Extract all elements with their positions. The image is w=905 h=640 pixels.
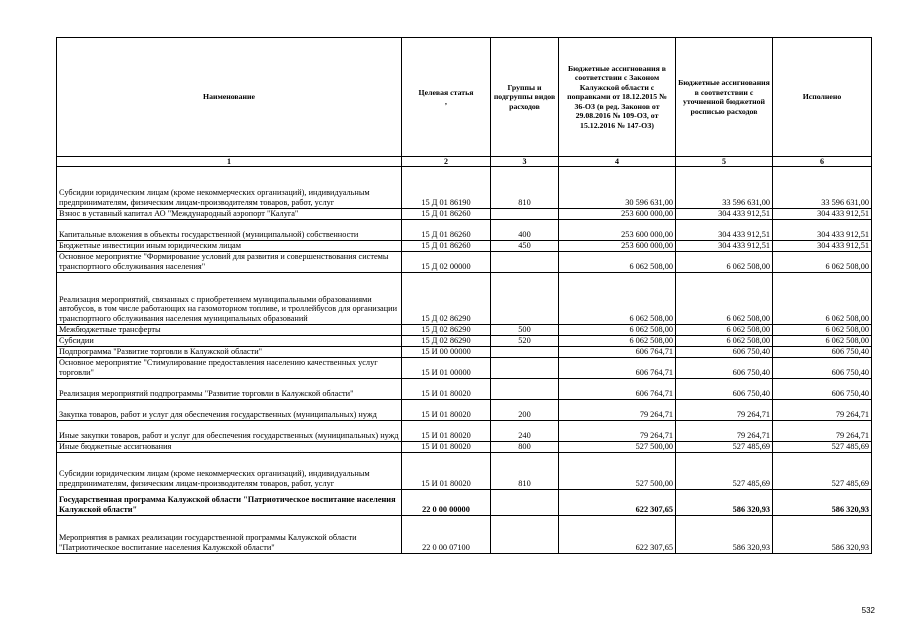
- row-executed: 6 062 508,00: [773, 336, 872, 347]
- row-name: Реализация мероприятий, связанных с приобретением муниципальными образованиями автобусов, в том числе работающих на газомоторном топливе, и троллейбусов для организации транспортного обслуживания населения муниципальных образований: [57, 273, 402, 325]
- row-name: Закупка товаров, работ и услуг для обеспечения государственных (муниципальных) нужд: [57, 400, 402, 421]
- row-group-code: 810: [491, 453, 559, 490]
- table-row: [57, 490, 872, 516]
- table-row: [57, 442, 872, 453]
- row-budget-law: 6 062 508,00: [559, 273, 676, 325]
- row-budget-refined: 586 320,93: [676, 516, 773, 554]
- row-budget-law: 527 500,00: [559, 453, 676, 490]
- row-target-code: 15 И 00 00000: [402, 347, 491, 358]
- row-executed: 527 485,69: [773, 442, 872, 453]
- row-target-code: 15 И 01 80020: [402, 442, 491, 453]
- header-target-mark: ,: [445, 97, 447, 106]
- row-name: Субсидии: [57, 336, 402, 347]
- row-budget-law: 253 600 000,00: [559, 241, 676, 252]
- row-budget-refined: 606 750,40: [676, 379, 773, 400]
- table-row: [57, 347, 872, 358]
- row-executed: 6 062 508,00: [773, 273, 872, 325]
- row-target-code: 15 Д 02 86290: [402, 325, 491, 336]
- row-target-code: 15 Д 01 86260: [402, 241, 491, 252]
- row-executed: 79 264,71: [773, 421, 872, 442]
- row-budget-law: 6 062 508,00: [559, 336, 676, 347]
- row-target-code: 15 Д 02 86290: [402, 273, 491, 325]
- table-row: [57, 379, 872, 400]
- row-name: Капитальные вложения в объекты государственной (муниципальной) собственности: [57, 220, 402, 241]
- row-budget-law: 6 062 508,00: [559, 325, 676, 336]
- row-executed: 79 264,71: [773, 400, 872, 421]
- row-executed: 586 320,93: [773, 516, 872, 554]
- header-budget-law: Бюджетные ассигнования в соответствии с Законом Калужской области с поправками от 18.12.2015 № 36-ОЗ (в ред. Законов от 29.08.2016 № 109-ОЗ, от 15.12.2016 № 147-ОЗ): [559, 38, 676, 157]
- row-group-code: [491, 273, 559, 325]
- row-budget-refined: 6 062 508,00: [676, 252, 773, 273]
- row-executed: 304 433 912,51: [773, 220, 872, 241]
- row-executed: 6 062 508,00: [773, 252, 872, 273]
- row-target-code: 22 0 00 00000: [402, 490, 491, 516]
- row-budget-refined: 79 264,71: [676, 400, 773, 421]
- row-executed: 6 062 508,00: [773, 325, 872, 336]
- column-number: 6: [773, 157, 872, 167]
- row-target-code: 15 Д 02 86290: [402, 336, 491, 347]
- table-row: [57, 516, 872, 554]
- row-budget-refined: 304 433 912,51: [676, 209, 773, 220]
- row-executed: 527 485,69: [773, 453, 872, 490]
- row-budget-law: 622 307,65: [559, 490, 676, 516]
- row-name: Субсидии юридическим лицам (кроме некоммерческих организаций), индивидуальным предпринимателям, физическим лицам-производителям товаров, работ, услуг: [57, 167, 402, 209]
- row-name: Бюджетные инвестиции иным юридическим лицам: [57, 241, 402, 252]
- row-group-code: [491, 516, 559, 554]
- row-name: Подпрограмма "Развитие торговли в Калужской области": [57, 347, 402, 358]
- row-target-code: 15 Д 02 00000: [402, 252, 491, 273]
- row-name: Государственная программа Калужской области "Патриотическое воспитание населения Калужской области": [57, 490, 402, 516]
- row-budget-law: 6 062 508,00: [559, 252, 676, 273]
- row-executed: 304 433 912,51: [773, 241, 872, 252]
- row-executed: 606 750,40: [773, 379, 872, 400]
- row-budget-refined: 586 320,93: [676, 490, 773, 516]
- row-target-code: 15 Д 01 86260: [402, 220, 491, 241]
- row-group-code: 810: [491, 167, 559, 209]
- table-row: [57, 241, 872, 252]
- row-target-code: 15 И 01 00000: [402, 358, 491, 379]
- row-budget-refined: 606 750,40: [676, 358, 773, 379]
- row-group-code: [491, 379, 559, 400]
- table-row: [57, 358, 872, 379]
- table-row: [57, 325, 872, 336]
- row-group-code: 520: [491, 336, 559, 347]
- row-group-code: 240: [491, 421, 559, 442]
- row-target-code: 15 И 01 80020: [402, 400, 491, 421]
- row-budget-refined: 6 062 508,00: [676, 273, 773, 325]
- row-budget-refined: 6 062 508,00: [676, 336, 773, 347]
- row-budget-refined: 527 485,69: [676, 442, 773, 453]
- row-budget-law: 606 764,71: [559, 379, 676, 400]
- header-groups: Группы и подгруппы видов расходов: [491, 38, 559, 157]
- header-budget-refined: Бюджетные ассигнования в соответствии с уточненной бюджетной росписью расходов: [676, 38, 773, 157]
- row-budget-law: 79 264,71: [559, 421, 676, 442]
- row-executed: 586 320,93: [773, 490, 872, 516]
- header-executed: Исполнено: [773, 38, 872, 157]
- table-row: [57, 400, 872, 421]
- budget-table: [56, 37, 872, 554]
- header-row: [57, 38, 872, 157]
- column-number: 3: [491, 157, 559, 167]
- row-name: Иные бюджетные ассигнования: [57, 442, 402, 453]
- row-budget-law: 527 500,00: [559, 442, 676, 453]
- row-group-code: 200: [491, 400, 559, 421]
- table-row: [57, 453, 872, 490]
- table-row: [57, 167, 872, 209]
- row-budget-refined: 304 433 912,51: [676, 220, 773, 241]
- row-budget-law: 606 764,71: [559, 347, 676, 358]
- row-name: Мероприятия в рамках реализации государственной программы Калужской области "Патриотическое воспитание населения Калужской области": [57, 516, 402, 554]
- row-budget-law: 253 600 000,00: [559, 220, 676, 241]
- row-group-code: [491, 358, 559, 379]
- column-number: 4: [559, 157, 676, 167]
- row-target-code: 15 Д 01 86190: [402, 167, 491, 209]
- header-target: [402, 38, 491, 157]
- row-target-code: 15 И 01 80020: [402, 379, 491, 400]
- row-group-code: [491, 252, 559, 273]
- header-name: Наименование: [57, 38, 402, 157]
- row-name: Основное мероприятие "Формирование условий для развития и совершенствования системы транспортного обслуживания населения": [57, 252, 402, 273]
- row-executed: 606 750,40: [773, 358, 872, 379]
- table-row: [57, 220, 872, 241]
- row-name: Основное мероприятие "Стимулирование предоставления населению качественных услуг торговли": [57, 358, 402, 379]
- row-budget-refined: 527 485,69: [676, 453, 773, 490]
- row-budget-law: 622 307,65: [559, 516, 676, 554]
- table-row: [57, 336, 872, 347]
- row-target-code: 15 Д 01 86260: [402, 209, 491, 220]
- row-name: Межбюджетные трансферты: [57, 325, 402, 336]
- column-number: 5: [676, 157, 773, 167]
- row-budget-law: 30 596 631,00: [559, 167, 676, 209]
- row-name: Реализация мероприятий подпрограммы "Развитие торговли в Калужской области": [57, 379, 402, 400]
- row-budget-refined: 79 264,71: [676, 421, 773, 442]
- table-row: [57, 273, 872, 325]
- row-group-code: 400: [491, 220, 559, 241]
- row-name: Взнос в уставный капитал АО "Международный аэропорт "Калуга": [57, 209, 402, 220]
- row-group-code: [491, 490, 559, 516]
- row-group-code: 500: [491, 325, 559, 336]
- row-budget-refined: 304 433 912,51: [676, 241, 773, 252]
- row-executed: 606 750,40: [773, 347, 872, 358]
- row-group-code: 800: [491, 442, 559, 453]
- header-target-label: Целевая статья: [418, 87, 474, 97]
- row-name: Иные закупки товаров, работ и услуг для обеспечения государственных (муниципальных) нужд: [57, 421, 402, 442]
- column-number-row: [57, 157, 872, 167]
- column-number: 1: [57, 157, 402, 167]
- row-budget-refined: 33 596 631,00: [676, 167, 773, 209]
- row-budget-law: 79 264,71: [559, 400, 676, 421]
- row-executed: 304 433 912,51: [773, 209, 872, 220]
- row-group-code: [491, 209, 559, 220]
- row-name: Субсидии юридическим лицам (кроме некоммерческих организаций), индивидуальным предпринимателям, физическим лицам-производителям товаров, работ, услуг: [57, 453, 402, 490]
- row-group-code: [491, 347, 559, 358]
- table-row: [57, 209, 872, 220]
- column-number: 2: [402, 157, 491, 167]
- row-group-code: 450: [491, 241, 559, 252]
- table-row: [57, 421, 872, 442]
- row-target-code: 22 0 00 07100: [402, 516, 491, 554]
- page-number: 532: [861, 606, 875, 615]
- row-budget-law: 253 600 000,00: [559, 209, 676, 220]
- row-budget-law: 606 764,71: [559, 358, 676, 379]
- row-target-code: 15 И 01 80020: [402, 421, 491, 442]
- row-budget-refined: 606 750,40: [676, 347, 773, 358]
- row-target-code: 15 И 01 80020: [402, 453, 491, 490]
- row-executed: 33 596 631,00: [773, 167, 872, 209]
- table-row: [57, 252, 872, 273]
- row-budget-refined: 6 062 508,00: [676, 325, 773, 336]
